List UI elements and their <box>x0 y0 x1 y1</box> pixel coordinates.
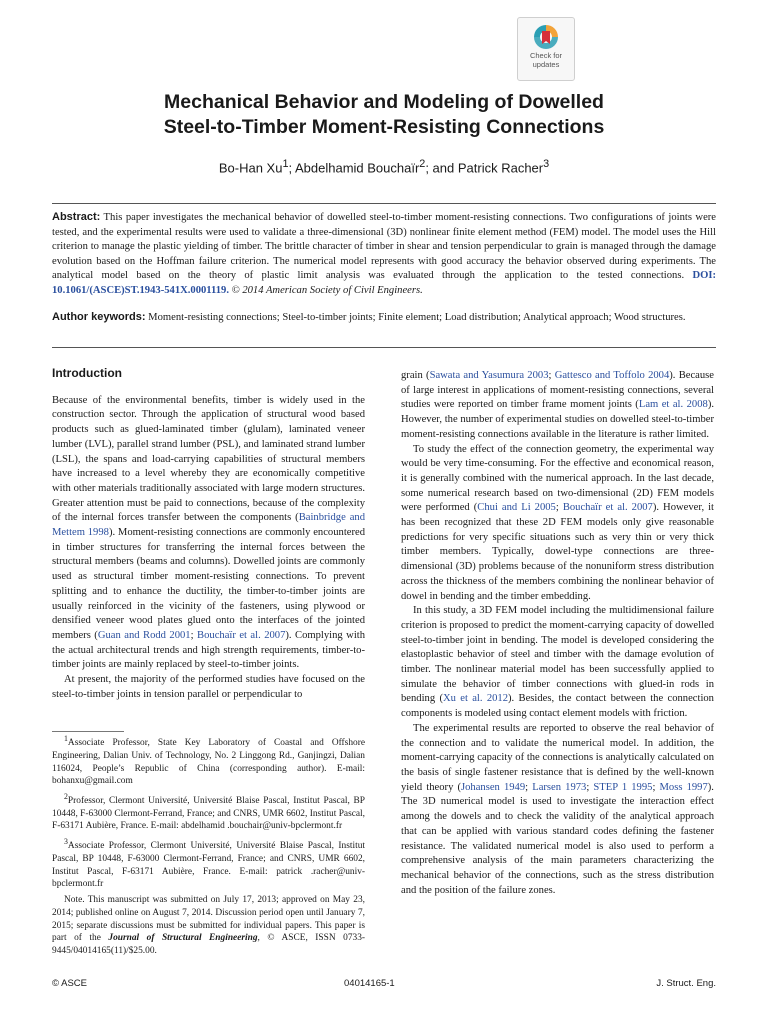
crossmark-icon <box>532 23 560 51</box>
keywords-text: Moment-resisting connections; Steel-to-timber joints; Finite element; Load distribution; Analytical approach; Wood structures. <box>145 312 686 323</box>
note-text: Note. This manuscript was submitted on July 17, 2013; approved on May 23, 2014; published online on August 7, 2014. Discussion period open until January 7, 2015; separate discussions must be submitted for individual papers. This paper is part of the <box>52 895 365 944</box>
paper-title <box>60 90 708 140</box>
paragraph-text: ). However, it has been recognized that these 2D FEM models only give reasonable predictions for very specific situations such as very thin or very thick timber members. Typically, dowel-type connections are three-dimensional (3D) problems because of the nonuniform stress distribution across the thickness of the members combining the nonlinear behavior of dowel in bending and the timber embedding. <box>401 502 714 602</box>
footnote-3 <box>52 836 365 891</box>
citation-link[interactable]: Larsen 1973 <box>532 781 587 793</box>
paragraph <box>401 604 714 722</box>
note-text: , © ASCE, ISSN 0733-9445/04014165(11)/$25.00. <box>52 933 366 956</box>
footer-journal: J. Struct. Eng. <box>656 978 716 989</box>
footer-copyright: © ASCE <box>52 978 87 989</box>
paragraph-text: ). Besides, the contact between the connection components is modeled using contact element models with friction. <box>401 693 714 720</box>
keywords-label: Author keywords: <box>52 311 146 323</box>
footnote-marker: 3 <box>64 837 68 847</box>
paragraph-text: The experimental results are reported to observe the real behavior of the connection and to validate the numerical model. In addition, the moment-carrying capacity of the connections is analytically calculated on the basis of single fastener resistance that is defined by the well-known yield theory ( <box>401 722 714 793</box>
paragraph <box>401 369 714 443</box>
author-2: Abdelhamid Bouchaïr <box>294 160 420 176</box>
check-for-updates-badge[interactable] <box>517 17 575 81</box>
abstract-label: Abstract: <box>52 211 101 223</box>
footnote-rule <box>52 731 124 732</box>
badge-label-2: updates <box>532 60 560 69</box>
paragraph-text: ). Because of large interest in applications of moment-resisting connections, several studies were reported on timber frame moment joints ( <box>401 370 714 411</box>
abstract-copyright: © 2014 American Society of Civil Engineers. <box>228 284 423 296</box>
footnote-1 <box>52 733 365 788</box>
footnote-2 <box>52 791 365 833</box>
section-heading-introduction: Introduction <box>52 366 122 380</box>
author-list <box>60 158 708 175</box>
author-separator: ; <box>288 160 295 176</box>
footer-page-number: 04014165-1 <box>344 978 395 989</box>
author-3: Patrick Racher <box>457 160 544 176</box>
right-column <box>401 369 714 898</box>
paragraph-text: ). The 3D numerical model is used to investigate the interaction effect among the dowels and to check the validity of the analytical approach that can be applied with various standard codes defining the fastener resistance. The validated numerical model is also used to perform a comprehensive analysis of the main parameters characterizing the mechanical behavior of the connections, such as the stress distribution and the position of the failure zones. <box>401 781 714 896</box>
footnote-marker: 2 <box>64 791 68 801</box>
author-keywords <box>52 310 716 326</box>
footnote-text: Associate Professor, Clermont Université, Université Blaise Pascal, Institut Pascal, BP 10448, F-63000 Clermont-Ferrand, France; and CNRS, UMR 6602, Institut Pascal, F-63171 Aubière, France. E-mail: patrick .racher@univ-bpclermont.fr <box>52 841 365 890</box>
title-line-2: Steel-to-Timber Moment-Resisting Connections <box>163 116 605 138</box>
doi-label: DOI: <box>692 270 716 282</box>
citation-link[interactable]: Gattesco and Toffolo 2004 <box>554 370 670 381</box>
paragraph-text: Because of the environmental benefits, timber is widely used in the construction sector. Through the application of structural wood based products such as glued-laminated timber (glulam), laminated veneer lumber (LVL), parallel strand lumber (PSL), and laminated strand lumber (LSL), the spans and load-carrying capabilities of structural members have increased to a level whereby they are economically competitive with other materials traditionally associated with large modern structures. Greater attention must be paid to connections, because of the complexity of the internal forces transfer between the components ( <box>52 394 365 524</box>
author-3-affiliation: 3 <box>543 158 550 170</box>
footnotes <box>52 733 365 961</box>
citation-separator: ; <box>555 502 563 514</box>
doi-link[interactable]: 10.1061/(ASCE)ST.1943-541X.0001119. <box>52 284 229 296</box>
badge-label-1: Check for <box>529 51 563 60</box>
abstract-text: This paper investigates the mechanical behavior of dowelled steel-to-timber moment-resisting connections. Two configurations of joints were tested, and the experimental results were used to validate a three-dimensional (3D) nonlinear finite element method (FEM) model. The model uses the Hill criterion to manage the plastic yielding of timber. The brittle character of timber in shear and tension perpendicular to grain is managed through the damage evolution based on the Hoffman failure criterion. The numerical model represents with good accuracy the behavior observed during experiments. The analytical model based on the theory of plastic limit analysis was evaluated through the application to the tested connections. <box>52 212 716 282</box>
footnote-text: Professor, Clermont Université, Université Blaise Pascal, Institut Pascal, BP 10448, F-63000 Clermont-Ferrand, France; and CNRS, UMR 6602, Institut Pascal, F-63171 Aubière, France. E-mail: abdelhamid .bouchair@univ-bpclermont.fr <box>52 796 365 832</box>
paragraph-text: In this study, a 3D FEM model including the multidimensional failure criterion is proposed to predict the moment-carrying capacity of dowelled steel-to-timber joint in bending. The model is developed considering the elastoplastic behavior of steel and timber with the damage evolution of timber. The nonlinear material model has been successfully applied to simulate the behavior of timber connections with glued-in rods in bending ( <box>401 605 714 705</box>
paragraph-text: ). Moment-resisting connections are commonly encountered in timber structures for transferring the internal forces between the structural members (beams and columns). Dowelled joints are commonly used as structural timber moment-resisting connections. To prevent splitting and to enhance the ductility, the timber-to-timber joints are usually reinforced in the vicinity of the fasteners, using plywood or densified veneer wood plates glued onto the interfaces of the jointed members ( <box>52 527 365 641</box>
citation-separator: ; <box>525 781 533 793</box>
paragraph-text: ). However, the number of experimental studies on dowelled steel-to-timber moment-resisting connections available in the literature is rather limited. <box>401 399 714 440</box>
citation-separator: ; <box>548 370 555 381</box>
citation-link[interactable]: Bouchaïr et al. 2007 <box>197 629 286 641</box>
citation-link[interactable]: Bouchaïr et al. 2007 <box>562 502 653 514</box>
paragraph-text: grain ( <box>401 370 430 381</box>
author-1-affiliation: 1 <box>282 158 289 170</box>
author-separator: ; and <box>425 160 458 176</box>
citation-link[interactable]: Lam et al. 2008 <box>638 399 708 411</box>
author-2-affiliation: 2 <box>419 158 426 170</box>
footnote-marker: 1 <box>64 734 68 743</box>
title-line-1: Mechanical Behavior and Modeling of Dowelled <box>164 91 604 113</box>
left-column <box>52 366 365 702</box>
citation-link[interactable]: Moss 1997 <box>659 781 708 793</box>
paragraph <box>52 394 365 673</box>
paragraph <box>401 722 714 898</box>
citation-separator: ; <box>586 781 594 793</box>
citation-link[interactable]: Xu et al. 2012 <box>442 693 509 705</box>
author-1: Bo-Han Xu <box>218 160 283 176</box>
citation-separator: ; <box>652 781 660 793</box>
citation-separator: ; <box>190 629 198 641</box>
keywords-bottom-rule <box>52 347 716 348</box>
footnote-text: Associate Professor, State Key Laboratory of Coastal and Offshore Engineering, Dalian Univ. of Technology, No. 2 Linggong Rd., Ganjingzi, Dalian 116024, People’s Republic of China (corresponding author). E-mail: bohanxu@gmail.com <box>52 738 365 787</box>
citation-link[interactable]: Sawata and Yasumura 2003 <box>429 370 549 381</box>
submission-note <box>52 894 365 958</box>
abstract <box>52 210 716 299</box>
citation-link[interactable]: Johansen 1949 <box>461 781 526 793</box>
paragraph <box>401 443 714 605</box>
paragraph-text: To study the effect of the connection geometry, the experimental way would be very time-consuming. For the effective and economical reason, it is generally combined with the numerical approach. In the last decade, some numerical research based on two-dimensional (2D) FEM models were performed ( <box>401 443 714 514</box>
citation-link[interactable]: Bainbridge and Mettem 1998 <box>52 512 365 539</box>
citation-link[interactable]: STEP 1 1995 <box>593 781 653 793</box>
citation-link[interactable]: Guan and Rodd 2001 <box>97 629 191 641</box>
citation-link[interactable]: Chui and Li 2005 <box>477 502 556 514</box>
journal-name: Journal of Structural Engineering <box>108 933 258 944</box>
abstract-top-rule <box>52 203 716 204</box>
paragraph: At present, the majority of the performed studies have focused on the steel-to-timber joints in tension parallel or perpendicular to <box>52 674 365 700</box>
paragraph-text: ). Complying with the actual architectural trends and high strength requirements, timber-to-timber joints are mainly replaced by steel-to-timber joints. <box>52 629 366 671</box>
